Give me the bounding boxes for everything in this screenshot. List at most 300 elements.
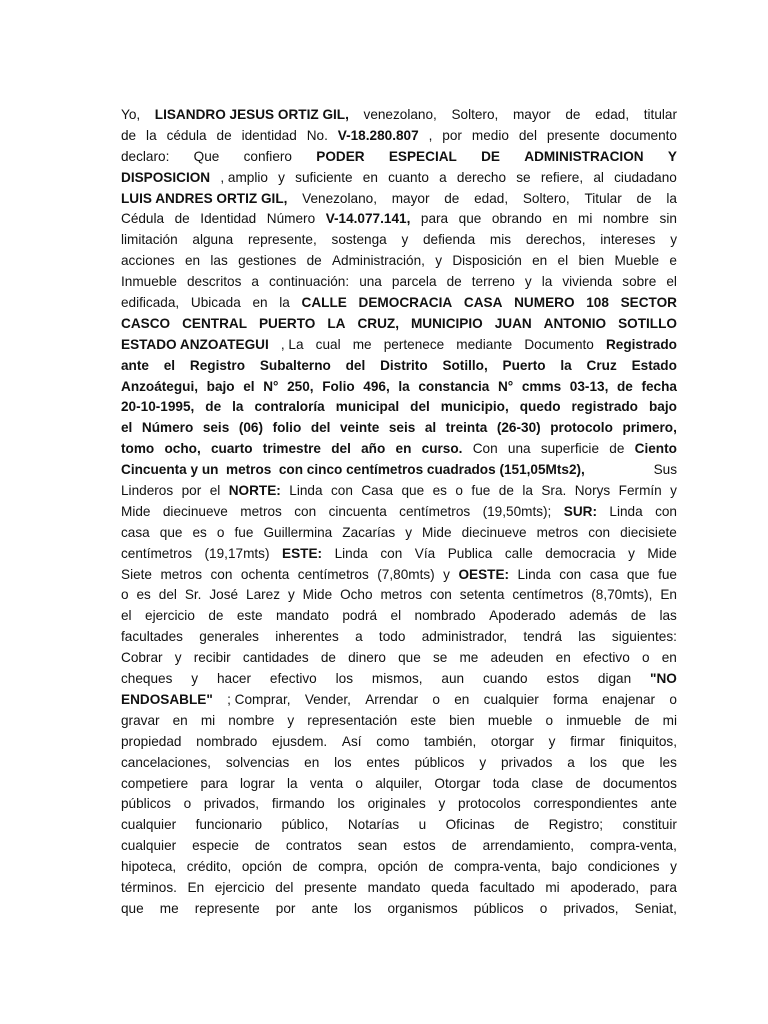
text-run: en <box>454 691 470 707</box>
text-run: mi <box>662 712 677 728</box>
text-run: (8,70mts), <box>591 587 653 603</box>
text-run: compra-venta, <box>454 859 541 875</box>
text-run: venezolano, <box>363 107 437 122</box>
bold-text-run: Registro <box>189 357 246 373</box>
bold-text-run: Subalterno <box>259 357 331 373</box>
bold-text-run: ocho, <box>164 441 201 457</box>
text-run: a <box>355 629 363 645</box>
text-run: el <box>209 483 221 499</box>
text-run: siguientes: <box>611 629 677 645</box>
bold-text-run: seis <box>388 420 416 436</box>
text-run: y <box>479 754 487 770</box>
text-run: sostenga <box>331 232 387 248</box>
bold-text-run: DE <box>481 148 500 164</box>
bold-text-run: protocolo <box>550 420 613 436</box>
text-run: cuanto <box>388 169 429 185</box>
text-run: forma <box>553 691 588 707</box>
bold-text-run: ENDOSABLE" <box>121 691 213 707</box>
text-run: Inmueble <box>121 274 177 290</box>
text-run: En <box>660 587 677 603</box>
bold-text-run: CASCO <box>121 315 171 331</box>
text-run: facultado <box>479 879 535 895</box>
bold-text-run: ANTONIO <box>543 315 607 331</box>
text-run: y <box>435 253 443 269</box>
text-run: descritos <box>186 274 242 290</box>
text-run: identidad <box>241 127 297 143</box>
text-run: metros <box>160 566 203 582</box>
bold-text-run: SUR: <box>563 503 597 519</box>
text-run: Ubicada <box>190 295 241 311</box>
text-run: condiciones <box>587 859 660 875</box>
text-run: Vía <box>414 545 436 561</box>
bold-text-run: ADMINISTRACION <box>524 148 644 164</box>
text-run: al <box>593 169 604 185</box>
text-run: de <box>254 838 270 854</box>
text-run: la <box>541 274 553 290</box>
text-run: y <box>670 232 677 248</box>
text-run: José <box>209 587 239 603</box>
text-run: términos. <box>121 879 177 895</box>
text-run: de <box>451 838 467 854</box>
text-line <box>121 753 677 774</box>
text-run: metros <box>536 524 579 540</box>
bold-text-run: de <box>616 378 633 394</box>
bold-text-run: la <box>560 357 572 373</box>
text-run: pertenece <box>383 336 445 352</box>
text-run: firmando <box>271 796 325 812</box>
text-run: Arrendar <box>365 691 419 707</box>
bold-text-run: tomo <box>121 441 155 457</box>
text-run: hacer <box>216 671 251 687</box>
text-run: Apoderado <box>489 608 556 624</box>
bold-text-run: (06) <box>238 420 264 436</box>
text-run: (7,80mts) <box>377 566 435 582</box>
text-run: cualquier <box>121 838 177 854</box>
bold-text-run: 250, <box>287 378 314 394</box>
text-run: mis <box>489 232 512 248</box>
bold-text-run: "NO <box>650 671 677 687</box>
text-run: estos <box>546 671 579 687</box>
bold-text-run: CENTRAL <box>182 315 248 331</box>
text-run: Así <box>341 733 362 749</box>
text-run: vivienda <box>562 274 613 290</box>
text-run: que <box>159 524 183 540</box>
text-run: representación <box>307 712 398 728</box>
text-run: fue <box>658 566 677 582</box>
text-run: Mide <box>302 587 333 603</box>
text-run: de <box>320 650 336 666</box>
text-run: Mide <box>647 545 677 561</box>
text-run: mi <box>578 211 593 227</box>
text-run: les <box>659 754 677 770</box>
bold-text-run: 496, <box>363 378 390 394</box>
text-run: públicos <box>473 900 524 916</box>
text-run: Siete <box>121 566 152 582</box>
bold-text-run: folio <box>272 420 302 436</box>
text-run: de <box>121 127 137 143</box>
text-run: Venezolano, <box>302 190 377 206</box>
text-run: cheques <box>121 671 173 687</box>
text-run: Linda <box>609 503 643 519</box>
text-run: o <box>121 587 129 603</box>
text-run: bajo <box>551 859 578 875</box>
text-run: por <box>275 900 296 916</box>
text-run: Fermín <box>618 483 662 499</box>
text-run: o <box>539 900 548 916</box>
text-run: Publica <box>447 545 493 561</box>
text-run: que <box>458 211 482 227</box>
bold-text-run: N° <box>263 378 279 394</box>
text-run: cincuenta <box>328 503 387 519</box>
text-run: en <box>552 211 568 227</box>
text-run: Con <box>472 441 498 457</box>
text-run: especie <box>192 838 239 854</box>
text-run: declaro: <box>121 148 170 164</box>
text-line <box>121 293 677 314</box>
text-run: las <box>659 608 677 624</box>
text-run: o <box>216 524 225 540</box>
text-run: en <box>661 650 677 666</box>
text-run: Oficinas <box>445 817 495 833</box>
text-run: y <box>548 733 556 749</box>
text-run: en <box>532 253 548 269</box>
text-run: de <box>630 608 647 624</box>
text-run: y <box>278 169 285 185</box>
text-run: Zacarías <box>342 524 396 540</box>
text-run: Linderos <box>121 483 174 499</box>
bold-text-run: seis <box>202 420 230 436</box>
text-run: venta <box>309 775 344 791</box>
text-run: con <box>210 566 233 582</box>
text-run: parcela <box>391 274 437 290</box>
text-run: setenta <box>459 587 505 603</box>
text-run: Linda <box>517 566 551 582</box>
text-run: organismos <box>387 900 458 916</box>
bold-text-run: la <box>398 378 410 394</box>
text-line <box>121 627 677 648</box>
text-run: de <box>208 608 224 624</box>
bold-text-run: Sotillo, <box>442 357 488 373</box>
text-line <box>121 189 677 210</box>
text-run: otorgar <box>490 733 534 749</box>
text-run: diecinueve <box>461 524 527 540</box>
text-run: se <box>432 650 448 666</box>
text-run: metros <box>380 587 423 603</box>
text-run: que <box>121 900 144 916</box>
text-run: casa <box>121 524 150 540</box>
text-line <box>121 878 677 899</box>
text-run: ochenta <box>240 566 290 582</box>
text-line <box>121 314 677 335</box>
bold-text-run: quedo <box>519 399 561 415</box>
text-run: Casa <box>361 483 394 499</box>
bold-text-run: ante <box>121 357 149 373</box>
bold-text-run: 108 <box>586 295 609 311</box>
text-run: Sus <box>653 462 677 478</box>
bold-text-run: ESPECIAL <box>388 148 457 164</box>
text-run: (19,50mts); <box>482 503 552 519</box>
text-run: efectivo <box>269 671 317 687</box>
text-run: opción <box>377 859 418 875</box>
text-run: y <box>628 545 635 561</box>
text-run: cédula <box>166 127 207 143</box>
text-run: aun <box>441 671 465 687</box>
power-of-attorney-text <box>121 105 677 920</box>
text-run: del <box>518 127 537 143</box>
text-line <box>121 732 677 753</box>
text-run: Cédula <box>121 211 165 227</box>
text-run: mi <box>200 712 216 728</box>
text-run: queda <box>431 879 469 895</box>
text-run: mi <box>545 879 560 895</box>
text-run: calle <box>504 545 533 561</box>
text-run: titular <box>643 107 677 122</box>
bold-text-run: municipal <box>335 399 400 415</box>
text-run: de <box>306 253 322 269</box>
bold-text-run: ESTE: <box>282 545 323 561</box>
text-run: nombre <box>602 211 649 227</box>
text-run: firmar <box>570 733 605 749</box>
text-run: propiedad <box>121 733 182 749</box>
text-line <box>121 794 677 815</box>
text-run: de <box>636 190 652 206</box>
text-run: entes <box>366 754 400 770</box>
bold-text-run: Número <box>141 420 194 436</box>
text-run: y <box>191 671 199 687</box>
text-run: gestiones <box>238 253 297 269</box>
text-run: o <box>669 691 677 707</box>
bold-text-run: (26-30) <box>496 420 541 436</box>
bold-text-run: 20-10-1995, <box>121 399 195 415</box>
text-run: defienda <box>422 232 476 248</box>
bold-text-run: SOTILLO <box>618 315 677 331</box>
text-run: de <box>444 190 460 206</box>
text-run: cantidades <box>242 650 309 666</box>
text-run: contratos <box>285 838 342 854</box>
text-run: casa <box>589 566 619 582</box>
bold-text-run: de <box>205 399 222 415</box>
text-run: digan <box>597 671 632 687</box>
text-run: o <box>641 650 650 666</box>
bold-text-run: el <box>121 420 133 436</box>
text-line <box>121 126 677 147</box>
text-run: edad, <box>474 190 509 206</box>
text-run: a <box>567 754 575 770</box>
bold-text-run: treinta <box>445 420 488 436</box>
bold-text-run: PUERTO <box>258 315 316 331</box>
text-run: los <box>589 754 608 770</box>
text-run: originales <box>367 796 426 812</box>
text-run: funcionario <box>195 817 263 833</box>
text-run: adeuden <box>490 650 544 666</box>
bold-text-run: en <box>395 441 412 457</box>
text-run: además <box>569 608 618 624</box>
text-run: a <box>251 274 259 290</box>
text-run: es <box>432 483 447 499</box>
text-run: presente <box>304 879 357 895</box>
text-run: y <box>443 566 450 582</box>
text-run: facultades <box>121 629 183 645</box>
text-run: nombrado <box>196 733 258 749</box>
text-run: apoderado, <box>570 879 640 895</box>
text-run: enajenar <box>602 691 656 707</box>
bold-text-run: LISANDRO JESUS ORTIZ GIL, <box>154 107 349 122</box>
text-run: que <box>398 650 421 666</box>
text-run: que <box>626 566 650 582</box>
text-run: compra, <box>318 859 368 875</box>
text-run: Registro; <box>548 817 604 833</box>
text-run: centímetros <box>399 503 471 519</box>
bold-text-run: DEMOCRACIA <box>358 295 453 311</box>
text-run: ejercicio <box>214 879 265 895</box>
text-run: o <box>545 712 554 728</box>
text-run: obrando <box>491 211 542 227</box>
text-line <box>121 335 677 356</box>
text-run: con <box>380 545 403 561</box>
text-line <box>121 606 677 627</box>
bold-text-run: municipio, <box>440 399 509 415</box>
bold-text-run: Estado <box>631 357 677 373</box>
text-run: de <box>428 859 444 875</box>
text-run: nombre <box>228 712 275 728</box>
text-run: centímetros <box>121 545 193 561</box>
bold-text-run: DISPOSICION <box>121 169 211 185</box>
text-line <box>121 418 677 439</box>
text-run: la <box>279 295 290 311</box>
text-run: clase <box>531 775 564 791</box>
bold-text-run: bajo <box>648 399 677 415</box>
text-run: y <box>438 796 446 812</box>
text-run: una <box>507 441 531 457</box>
text-run: medio <box>471 127 509 143</box>
text-run: con <box>655 503 677 519</box>
bold-text-run: Cincuenta y un metros con cinco centímetros cuadrados (151,05Mts2), <box>121 462 585 478</box>
text-run: y <box>670 859 677 875</box>
text-run: con <box>588 524 611 540</box>
bold-text-run: NUMERO <box>514 295 575 311</box>
bold-text-run: primero, <box>622 420 677 436</box>
text-run: ejercicio <box>145 608 195 624</box>
text-run: suficiente <box>295 169 353 185</box>
bold-text-run: trimestre <box>262 441 321 457</box>
text-line <box>121 251 677 272</box>
text-run: a <box>439 169 447 185</box>
text-run: o <box>355 775 363 791</box>
text-run: Soltero, <box>522 190 570 206</box>
text-run: las <box>210 253 228 269</box>
text-run: Seniat, <box>634 900 677 916</box>
text-run: constituir <box>622 817 677 833</box>
text-run: el <box>121 608 132 624</box>
text-run: el <box>666 274 677 290</box>
text-run: y <box>287 587 295 603</box>
bold-text-run: PODER <box>316 148 365 164</box>
text-run: mueble <box>487 712 533 728</box>
text-run: hipoteca, <box>121 859 177 875</box>
text-run: de <box>498 483 514 499</box>
text-run: Soltero, <box>451 107 499 122</box>
text-run: Otorgar <box>434 775 481 791</box>
text-run: Número <box>266 211 316 227</box>
text-run: limitación <box>121 232 178 248</box>
text-run: los <box>335 671 354 687</box>
text-run: cualquier <box>483 691 539 707</box>
text-line <box>121 147 677 168</box>
text-run: en <box>172 712 188 728</box>
text-run: arrendamiento, <box>482 838 575 854</box>
text-run: Sr. <box>184 587 202 603</box>
text-run: mayor <box>391 190 430 206</box>
text-run: privados, <box>203 796 260 812</box>
text-line <box>121 168 677 189</box>
text-run: intereses <box>600 232 656 248</box>
text-run: documentos <box>602 775 677 791</box>
text-run: Titular <box>584 190 622 206</box>
text-run: y <box>401 232 409 248</box>
text-line <box>121 711 677 732</box>
text-run: solvencias <box>225 754 290 770</box>
text-run: cuando <box>483 671 528 687</box>
text-run: público, <box>281 817 329 833</box>
text-run: de <box>609 441 625 457</box>
text-run: , La <box>280 336 304 352</box>
text-run: protocolos <box>458 796 521 812</box>
text-run: opción <box>241 859 282 875</box>
text-line <box>121 815 677 836</box>
text-run: del <box>158 587 177 603</box>
text-run: finiquitos, <box>619 733 677 749</box>
text-run: , <box>428 127 433 143</box>
text-run: diecinueve <box>162 503 228 519</box>
bold-text-run: 03-13, <box>569 378 609 394</box>
text-run: Mide <box>422 524 452 540</box>
text-run: derecho <box>456 169 507 185</box>
text-run: En <box>187 879 205 895</box>
text-run: este <box>410 712 437 728</box>
text-run: estos <box>403 838 436 854</box>
bold-text-run: MUNICIPIO <box>410 315 483 331</box>
text-run: sobre <box>622 274 657 290</box>
text-run: de <box>292 859 308 875</box>
text-run: por <box>181 483 202 499</box>
text-run: superficie <box>540 441 600 457</box>
text-run: por <box>442 127 462 143</box>
bold-text-run: cuarto <box>210 441 253 457</box>
text-run: cual <box>315 336 341 352</box>
text-run: los <box>354 900 372 916</box>
text-run: los <box>337 796 355 812</box>
text-run: de <box>634 712 650 728</box>
text-run: ante <box>311 900 338 916</box>
bold-text-run: Folio <box>322 378 355 394</box>
text-run: represente <box>194 900 260 916</box>
text-run: y <box>670 483 677 499</box>
text-run: Documento <box>524 336 594 352</box>
text-run: de <box>174 211 190 227</box>
bold-text-run: el <box>243 378 255 394</box>
text-run: generales <box>199 629 259 645</box>
bold-text-run: del <box>410 399 430 415</box>
bold-text-run: registrado <box>571 399 638 415</box>
text-run: también, <box>424 733 477 749</box>
bold-text-run: LUIS ANDRES ORTIZ GIL, <box>121 190 288 206</box>
bold-text-run: cmms <box>521 378 562 394</box>
text-run: represente, <box>248 232 317 248</box>
text-run: y <box>174 650 182 666</box>
text-run: sin <box>659 211 677 227</box>
text-run: este <box>236 608 263 624</box>
text-run: con <box>429 587 452 603</box>
